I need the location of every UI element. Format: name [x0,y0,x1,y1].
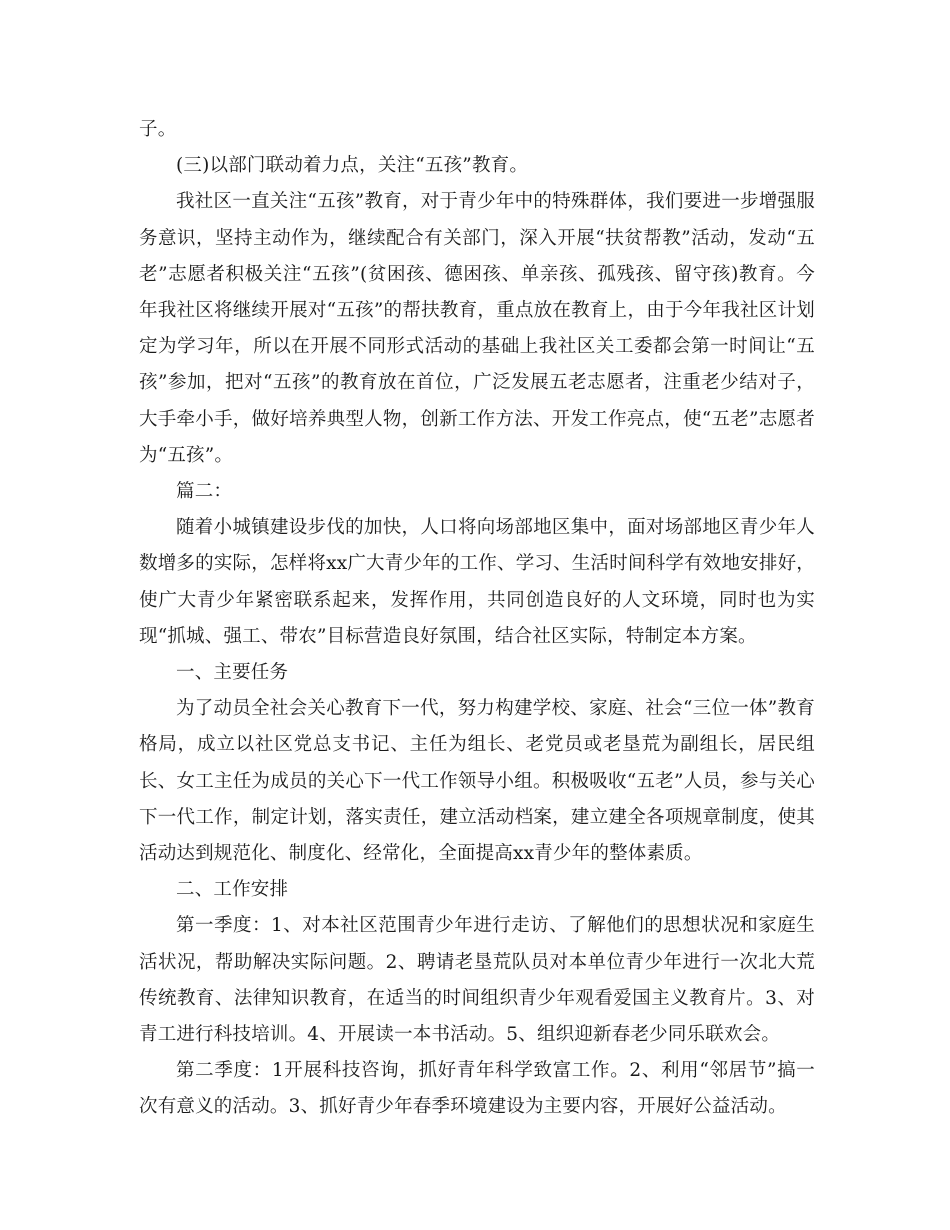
paragraph-intro: 随着小城镇建设步伐的加快，人口将向场部地区集中，面对场部地区青少年人数增多的实际，怎样将xx广大青少年的工作、学习、生活时间科学有效地安排好，使广大青少年紧密联系起来，发挥作用，共同创造良好的人文环境，同时也为实现“抓城、强工、带农”目标营造良好氛围，结合社区实际，特制定本方案。 [139,517,815,647]
heading-work-arrangement: 二、工作安排 [176,879,289,901]
part-heading-2: 篇二： [176,481,233,503]
paragraph-first-quarter: 第一季度：1、对本社区范围青少年进行走访、了解他们的思想状况和家庭生活状况，帮助解决实际问题。2、聘请老垦荒队员对本单位青少年进行一次北大荒传统教育、法律知识教育，在适当的时间组织青少年观看爱国主义教育片。3、对青工进行科技培训。4、开展读一本书活动。5、组织迎新春老少同乐联欢会。 [139,915,815,1046]
paragraph-five-children: 我社区一直关注“五孩”教育，对于青少年中的特殊群体，我们要进一步增强服务意识，坚持主动作为，继续配合有关部门，深入开展“扶贫帮教”活动，发动“五老”志愿者积极关注“五孩”(贫困孩、德困孩、单亲孩、孤残孩、留守孩)教育。今年我社区将继续开展对“五孩”的帮扶教育，重点放在教育上，由于今年我社区计划定为学习年，所以在开展不同形式活动的基础上我社区关工委都会第一时间让“五孩”参加，把对“五孩”的教育放在首位，广泛发展五老志愿者，注重老少结对子，大手牵小手，做好培养典型人物，创新工作方法、开发工作亮点，使“五老”志愿者为“五孩”。 [139,191,815,466]
heading-main-tasks: 一、主要任务 [176,662,289,684]
section-heading-3: (三)以部门联动着力点，关注“五孩”教育。 [176,155,529,177]
paragraph-second-quarter: 第二季度：1开展科技咨询，抓好青年科学致富工作。2、利用“邻居节”搞一次有意义的活动。3、抓好青少年春季环境建设为主要内容，开展好公益活动。 [139,1060,815,1118]
paragraph-main-tasks: 为了动员全社会关心教育下一代，努力构建学校、家庭、社会“三位一体”教育格局，成立以社区党总支书记、主任为组长、老党员或老垦荒为副组长，居民组长、女工主任为成员的关心下一代工作领导小组。积极吸收“五老”人员，参与关心下一代工作，制定计划，落实责任，建立活动档案，建立建全各项规章制度，使其活动达到规范化、制度化、经常化，全面提高xx青少年的整体素质。 [139,698,815,865]
paragraph-continuation: 子。 [139,119,177,140]
document-body [139,112,815,1126]
